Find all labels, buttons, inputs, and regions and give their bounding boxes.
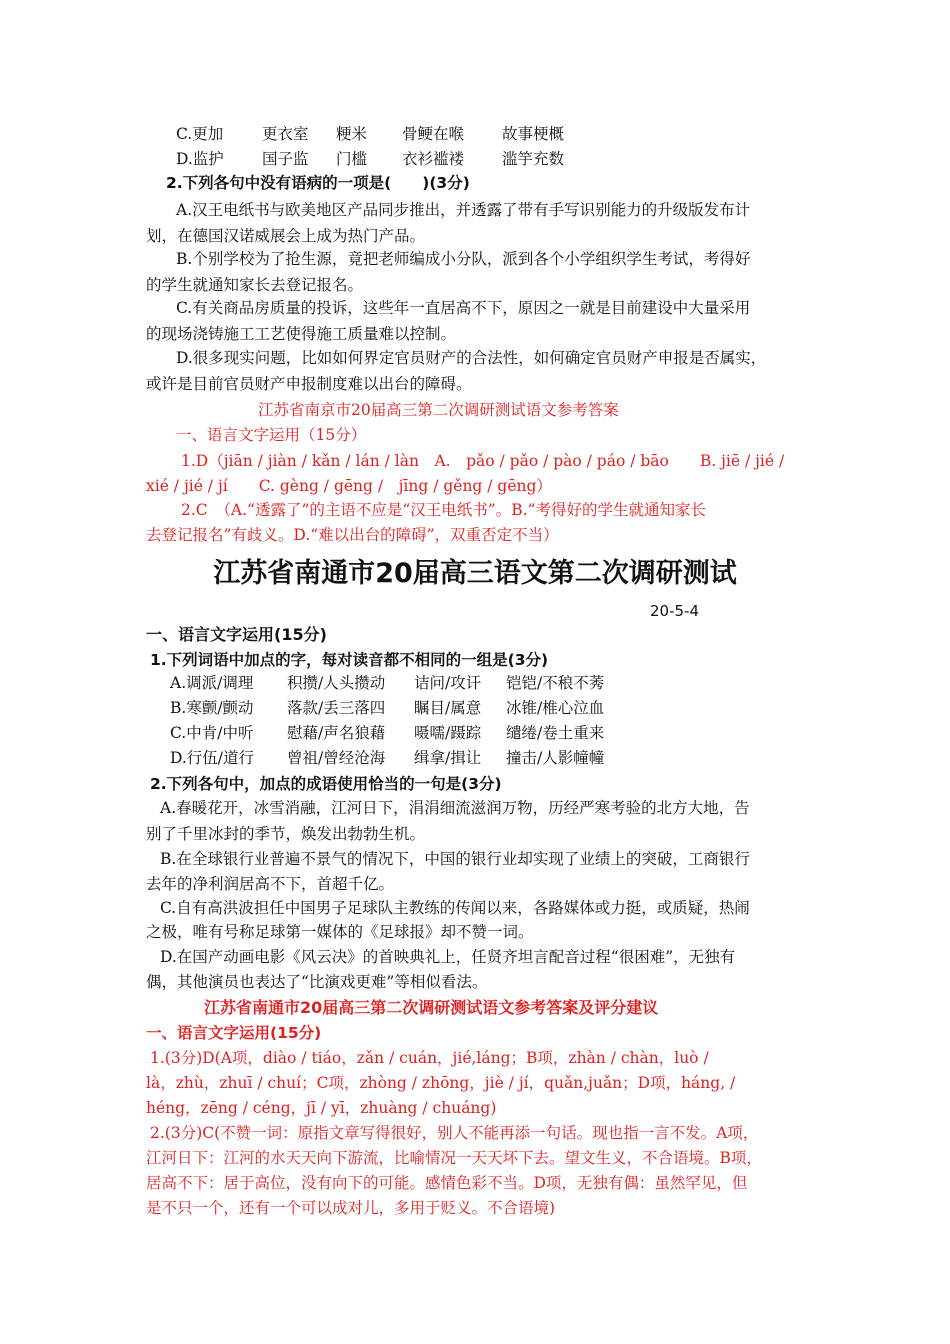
question-1-option-item: B.寒颤/颤动 bbox=[170, 699, 254, 717]
question-1-option-row bbox=[170, 723, 604, 743]
question-2-option-b-line1: B.个别学校为了抢生源，竟把老师编成小分队，派到各个小学组织学生考试，考得好 bbox=[176, 250, 751, 268]
answer-heading-nantong: 江苏省南通市20届高三第二次调研测试语文参考答案及评分建议 bbox=[204, 998, 659, 1017]
answer-line: 2.(3分)C(不赞一词：原指文章写得很好，别人不能再添一句话。现也指一言不发。A项， bbox=[150, 1124, 759, 1142]
question-2-option-d-line2: 或许是目前官员财产申报制度难以出台的障碍。 bbox=[146, 375, 472, 393]
question-1-option-item: D.行伍/道行 bbox=[170, 749, 255, 767]
option-c-item: 骨鲠在喉 bbox=[402, 125, 465, 143]
option-c-item: 更衣室 bbox=[262, 125, 309, 143]
question-2-option-a-line1: A.汉王电纸书与欧美地区产品同步推出，并透露了带有手写识别能力的升级版发布计 bbox=[176, 201, 751, 219]
question-1-option-item: 曾祖/曾经沧海 bbox=[287, 749, 386, 767]
question-2-option-b-line2: 的学生就通知家长去登记报名。 bbox=[146, 276, 364, 294]
answer-line: là，zhù，zhuī / chuí；C项，zhòng / zhōng，jiè / jí，quǎn,juǎn；D项，háng, / bbox=[146, 1074, 736, 1092]
option-d-item: 门槛 bbox=[336, 150, 368, 168]
option-d-item: D.监护 bbox=[176, 150, 224, 168]
question-1-option-row bbox=[170, 748, 604, 768]
answer-line: 是不只一个，还有一个可以成对儿，多用于贬义。不合语境) bbox=[146, 1199, 556, 1217]
answer-section-nanjing: 一、语言文字运用（15分） bbox=[176, 426, 367, 444]
answer-line: 去登记报名”有歧义。D.“难以出台的障碍”，双重否定不当） bbox=[146, 526, 559, 544]
page-title: 江苏省南通市20届高三语文第二次调研测试 bbox=[213, 558, 737, 589]
question-1-option-item: 冰锥/椎心泣血 bbox=[506, 699, 605, 717]
question-2-option-b-line2: 去年的净利润居高不下，首超千亿。 bbox=[146, 875, 395, 893]
question-2-option-d-line2: 偶，其他演员也表达了“比演戏更难”等相似看法。 bbox=[146, 973, 488, 991]
question-1-option-row bbox=[170, 673, 604, 693]
question-1-option-item: 诘问/攻讦 bbox=[414, 674, 482, 692]
question-2-option-a-line2: 别了千里冰封的季节，焕发出勃勃生机。 bbox=[146, 825, 426, 843]
question-2-option-d-line1: D.在国产动画电影《风云决》的首映典礼上，任贤齐坦言配音过程“很困难”，无独有 bbox=[160, 948, 736, 966]
question-2-option-c-line1: C.有关商品房质量的投诉，这些年一直居高不下，原因之一就是目前建设中大量采用 bbox=[176, 299, 751, 317]
option-c-item: 故事梗概 bbox=[502, 125, 565, 143]
question-1-option-item: A.调派/调理 bbox=[170, 674, 254, 692]
question-1-option-item: 缉拿/揖让 bbox=[414, 749, 482, 767]
question-2-option-a-line2: 划，在德国汉诺威展会上成为热门产品。 bbox=[146, 227, 426, 245]
option-d-item: 国子监 bbox=[262, 150, 309, 168]
answer-heading-nanjing: 江苏省南京市20届高三第二次调研测试语文参考答案 bbox=[258, 401, 619, 419]
section-heading: 一、语言文字运用(15分) bbox=[146, 625, 327, 644]
answer-line: 2.C （A.“透露了”的主语不应是“汉王电纸书”。B.“考得好的学生就通知家长 bbox=[181, 501, 706, 519]
question-1-option-item: 积攒/人头攒动 bbox=[287, 674, 386, 692]
question-1-option-item: 撞击/人影幢幢 bbox=[506, 749, 605, 767]
option-d-row bbox=[176, 149, 564, 169]
answer-line: xié / jié / jí C. gèng / gēng / jīng / gěng / gēng） bbox=[146, 477, 552, 495]
question-1-option-item: 嗫嚅/蹑踪 bbox=[414, 724, 482, 742]
question-1-option-item: 缱绻/卷土重来 bbox=[506, 724, 605, 742]
question-1-option-item: 慰藉/声名狼藉 bbox=[287, 724, 386, 742]
answer-line: 居高不下：居于高位，没有向下的可能。感情色彩不当。D项，无独有偶：虽然罕见，但 bbox=[146, 1174, 748, 1192]
option-c-item: C.更加 bbox=[176, 125, 224, 143]
date-label: 20-5-4 bbox=[650, 602, 699, 620]
option-c-item: 粳米 bbox=[336, 125, 368, 143]
question-2-stem: 2.下列各句中没有语病的一项是( )(3分) bbox=[166, 174, 470, 192]
option-c-row bbox=[176, 124, 564, 144]
question-2-stem: 2.下列各句中，加点的成语使用恰当的一句是(3分) bbox=[150, 775, 502, 793]
question-2-option-d-line1: D.很多现实问题，比如如何界定官员财产的合法性，如何确定官员财产申报是否属实， bbox=[176, 349, 767, 367]
question-1-option-item: 瞩目/属意 bbox=[414, 699, 482, 717]
question-2-option-c-line2: 之极，唯有号称足球第一媒体的《足球报》却不赞一词。 bbox=[146, 923, 534, 941]
question-1-option-item: 铠铠/不稂不莠 bbox=[506, 674, 605, 692]
option-d-item: 滥竽充数 bbox=[502, 150, 565, 168]
question-1-option-item: 落款/丢三落四 bbox=[287, 699, 386, 717]
answer-section-nantong: 一、语言文字运用(15分) bbox=[146, 1024, 322, 1042]
answer-line: 江河日下：江河的水天天向下游流，比喻情况一天天坏下去。望文生义，不合语境。B项， bbox=[146, 1149, 762, 1167]
question-2-option-a-line1: A.春暖花开，冰雪消融，江河日下，涓涓细流滋润万物，历经严寒考验的北方大地，告 bbox=[160, 799, 750, 817]
question-1-option-item: C.中肯/中听 bbox=[170, 724, 254, 742]
option-d-item: 衣衫褴褛 bbox=[402, 150, 465, 168]
answer-line: 1.D（jiān / jiàn / kǎn / lán / làn A. pǎo / pǎo / pào / páo / bāo B. jiē / jié / bbox=[181, 452, 785, 470]
question-2-option-c-line2: 的现场浇铸施工工艺使得施工质量难以控制。 bbox=[146, 325, 457, 343]
question-1-option-row bbox=[170, 698, 604, 718]
answer-line: héng，zēng / céng，jī / yī，zhuàng / chuáng) bbox=[146, 1099, 497, 1117]
question-2-option-b-line1: B.在全球银行业普遍不景气的情况下，中国的银行业却实现了业绩上的突破，工商银行 bbox=[160, 850, 750, 868]
question-1-stem: 1.下列词语中加点的字，每对读音都不相同的一组是(3分) bbox=[150, 651, 549, 669]
answer-line: 1.(3分)D(A项，diào / tiáo，zǎn / cuán，jié,láng；B项，zhàn / chàn，luò / bbox=[150, 1049, 709, 1067]
question-2-option-c-line1: C.自有高洪波担任中国男子足球队主教练的传闻以来，各路媒体或力挺，或质疑，热闹 bbox=[160, 899, 750, 917]
